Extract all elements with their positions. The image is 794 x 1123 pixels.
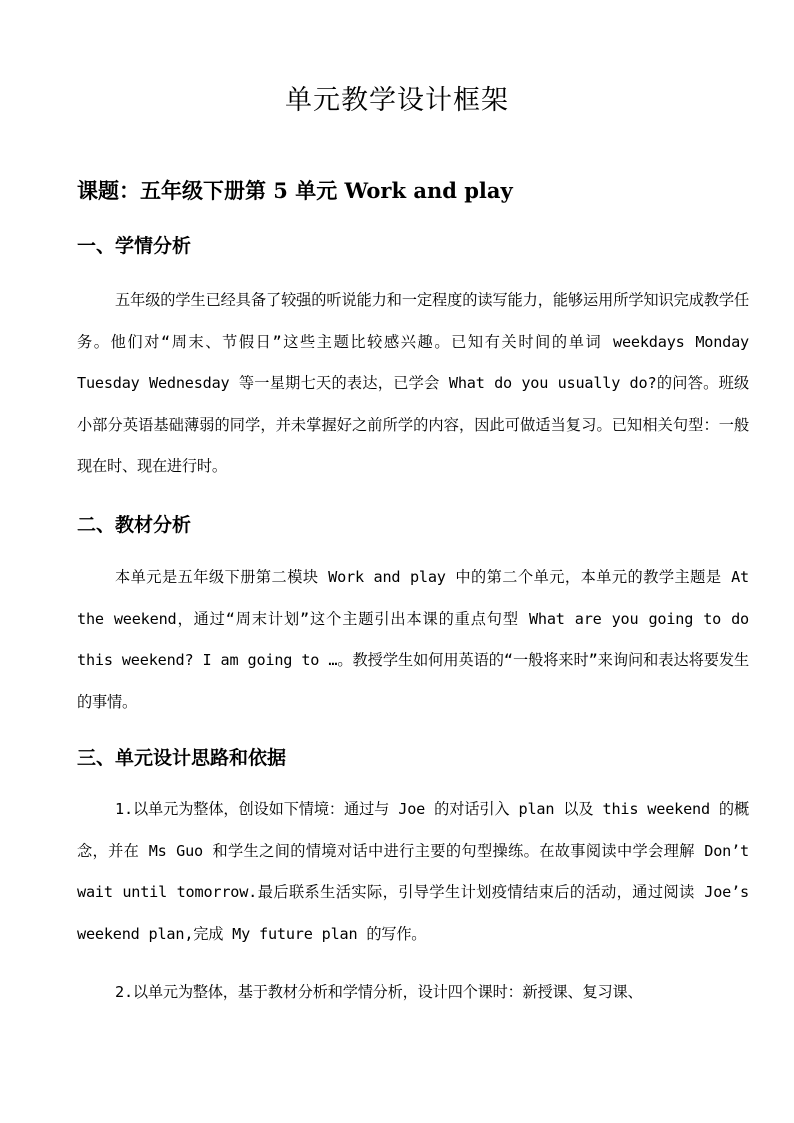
section-heading-textbook-analysis: 二、教材分析	[77, 514, 192, 536]
paragraph-design-rationale-2: 2.以单元为整体，基于教材分析和学情分析，设计四个课时：新授课、复习课、	[115, 983, 643, 1001]
paragraph-learner-analysis: 五年级的学生已经具备了较强的听说能力和一定程度的读写能力，能够运用所学知识完成教学任务。他们对“周末、节假日”这些主题比较感兴趣。已知有关时间的单词 weekdays Monday Tuesday Wednesday 等一星期七天的表达，已学会 What do you usually do?的问答。班级小部分英语基础薄弱的同学，并未掌握好之前所学的内容，因此可做适当复习。已知相关句型：一般现在时、现在进行时。	[77, 291, 749, 475]
paragraph-textbook-analysis: 本单元是五年级下册第二模块 Work and play 中的第二个单元，本单元的教学主题是 At the weekend，通过“周末计划”这个主题引出本课的重点句型 What are you going to do this weekend? I am going to …。教授学生如何用英语的“一般将来时”来询问和表达将要发生的事情。	[77, 568, 749, 711]
section-heading-design-rationale: 三、单元设计思路和依据	[77, 747, 287, 769]
lesson-subject: 课题：五年级下册第 5 单元 Work and play	[77, 178, 513, 203]
page-title: 单元教学设计框架	[285, 85, 509, 116]
paragraph-design-rationale-1: 1.以单元为整体，创设如下情境：通过与 Joe 的对话引入 plan 以及 this weekend 的概念，并在 Ms Guo 和学生之间的情境对话中进行主要的句型操练。在故事阅读中学会理解 Don’t wait until tomorrow.最后联系生活实际，引导学生计划疫情结束后的活动，通过阅读 Joe’s weekend plan,完成 My future plan 的写作。	[77, 800, 749, 943]
section-heading-learner-analysis: 一、学情分析	[77, 235, 192, 257]
